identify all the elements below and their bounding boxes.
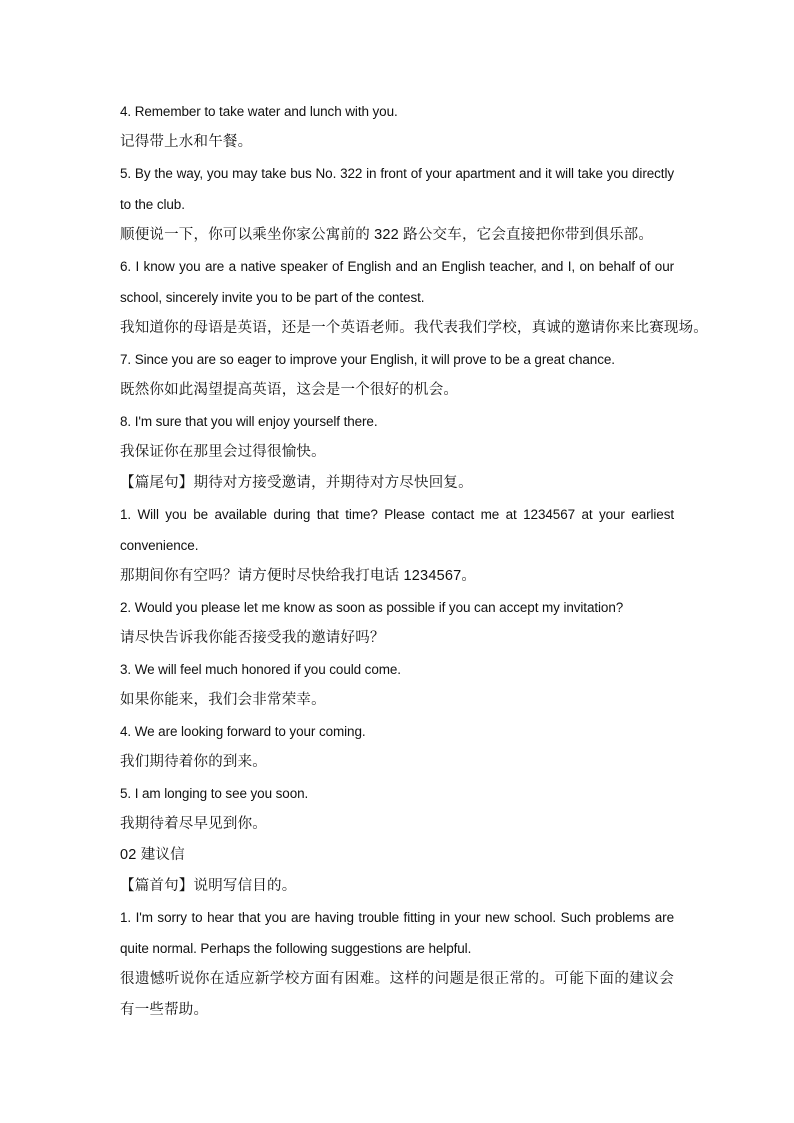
document-body	[120, 96, 708, 1026]
text-line: 5. By the way, you may take bus No. 322 in front of your apartment and it will take you directly to the club.	[120, 166, 674, 212]
text-line: 1. I'm sorry to hear that you are having trouble fitting in your new school. Such problems are quite normal. Perhaps the following suggestions are helpful.	[120, 910, 674, 956]
text-line: 既然你如此渴望提高英语，这会是一个很好的机会。	[120, 382, 459, 398]
text-line: 2. Would you please let me know as soon as possible if you can accept my invitation?	[120, 600, 624, 615]
text-line: 顺便说一下，你可以乘坐你家公寓前的 322 路公交车，它会直接把你带到俱乐部。	[120, 227, 654, 243]
text-line: 那期间你有空吗？请方便时尽快给我打电话 1234567。	[120, 568, 477, 584]
text-line: 如果你能来，我们会非常荣幸。	[120, 692, 326, 708]
text-line: 请尽快告诉我你能否接受我的邀请好吗？	[120, 630, 385, 646]
text-line: 4. Remember to take water and lunch with you.	[120, 104, 398, 119]
text-line: 5. I am longing to see you soon.	[120, 786, 309, 801]
text-line: 4. We are looking forward to your coming.	[120, 724, 366, 739]
text-line: 3. We will feel much honored if you could come.	[120, 662, 401, 677]
text-line: 7. Since you are so eager to improve your English, it will prove to be a great chance.	[120, 352, 615, 367]
text-line: 我期待着尽早见到你。	[120, 816, 267, 832]
text-line: 6. I know you are a native speaker of English and an English teacher, and I, on behalf of our school, sincerely invite you to be part of the contest.	[120, 259, 674, 305]
section-heading: 【篇尾句】期待对方接受邀请，并期待对方尽快回复。	[120, 475, 473, 491]
text-line: 我保证你在那里会过得很愉快。	[120, 444, 326, 460]
text-line: 8. I'm sure that you will enjoy yourself there.	[120, 414, 378, 429]
text-line: 我们期待着你的到来。	[120, 754, 267, 770]
section-title: 02 建议信	[120, 847, 185, 863]
text-line: 很遗憾听说你在适应新学校方面有困难。这样的问题是很正常的。可能下面的建议会有一些帮助。	[120, 971, 674, 1018]
text-line: 1. Will you be available during that time? Please contact me at 1234567 at your earliest convenience.	[120, 507, 674, 553]
section-heading: 【篇首句】说明写信目的。	[120, 878, 297, 894]
text-line: 我知道你的母语是英语，还是一个英语老师。我代表我们学校，真诚的邀请你来比赛现场。	[120, 320, 708, 336]
text-line: 记得带上水和午餐。	[120, 134, 253, 150]
